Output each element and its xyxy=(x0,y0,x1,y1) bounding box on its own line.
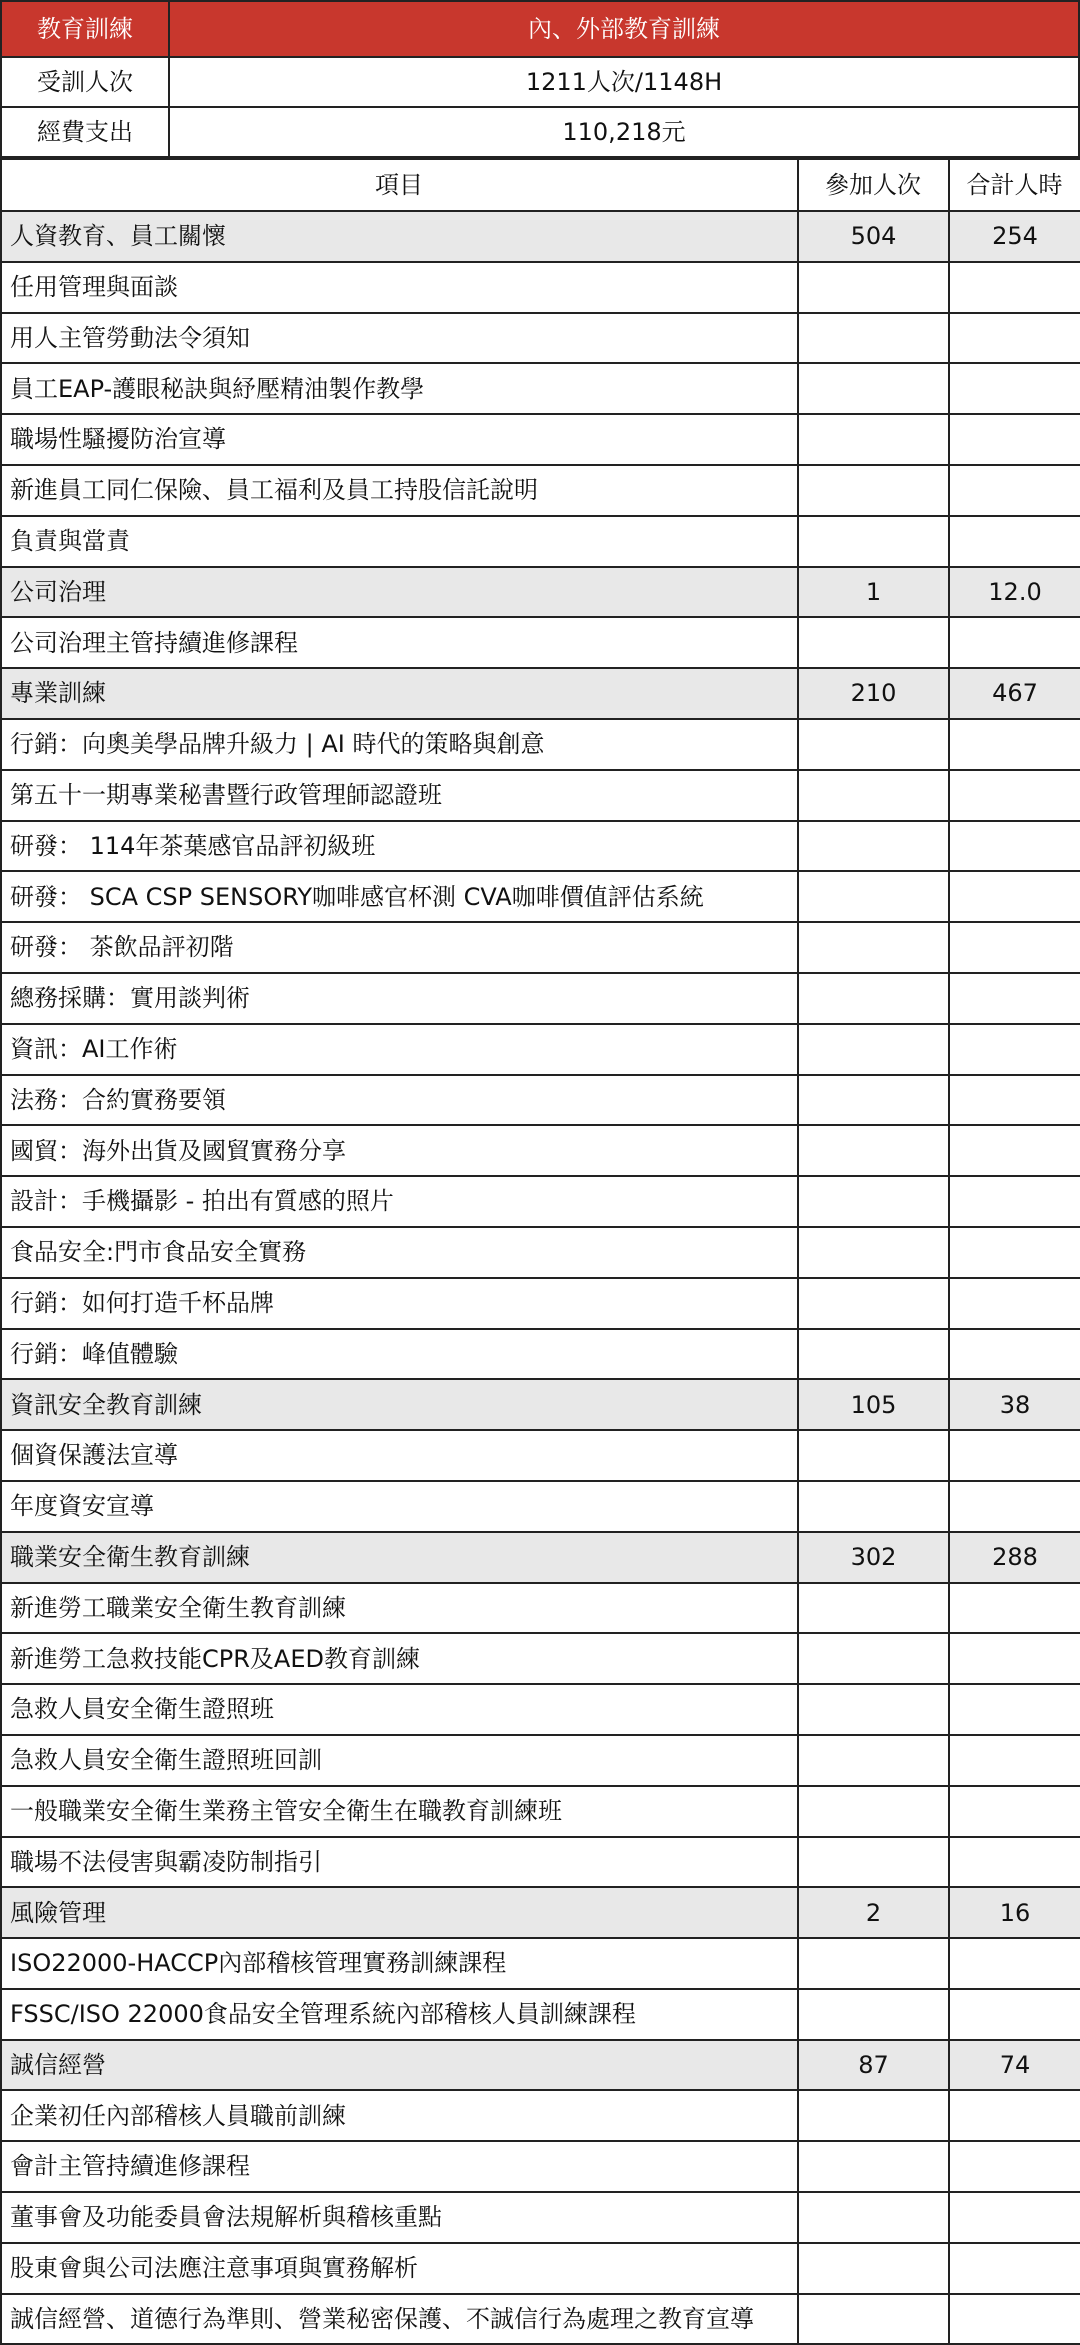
hours-cell xyxy=(949,2192,1080,2243)
category-name: 誠信經營 xyxy=(1,2040,798,2091)
hours-cell xyxy=(949,617,1080,668)
course-name: 職場不法侵害與霸凌防制指引 xyxy=(1,1837,798,1888)
hours-cell: 12.0 xyxy=(949,567,1080,618)
participants-cell: 105 xyxy=(798,1379,949,1430)
table-row xyxy=(1,1481,1080,1532)
hours-cell xyxy=(949,1735,1080,1786)
hours-cell xyxy=(949,1583,1080,1634)
hours-cell xyxy=(949,1430,1080,1481)
hours-cell xyxy=(949,414,1080,465)
course-name: 法務：合約實務要領 xyxy=(1,1075,798,1126)
course-name: 年度資安宣導 xyxy=(1,1481,798,1532)
hours-cell xyxy=(949,2294,1080,2345)
course-name: 用人主管勞動法令須知 xyxy=(1,313,798,364)
summary-header-row xyxy=(1,1,1079,57)
summary-row xyxy=(1,107,1079,157)
category-name: 公司治理 xyxy=(1,567,798,618)
category-name: 職業安全衛生教育訓練 xyxy=(1,1532,798,1583)
hours-cell xyxy=(949,262,1080,313)
course-name: 設計：手機攝影 - 拍出有質感的照片 xyxy=(1,1176,798,1227)
hours-cell xyxy=(949,2243,1080,2294)
summary-label-expense: 經費支出 xyxy=(1,107,169,157)
participants-cell xyxy=(798,1176,949,1227)
category-row xyxy=(1,567,1080,618)
participants-cell xyxy=(798,414,949,465)
category-row xyxy=(1,1532,1080,1583)
hours-cell xyxy=(949,821,1080,872)
table-row xyxy=(1,1125,1080,1176)
hours-cell: 254 xyxy=(949,211,1080,262)
participants-cell xyxy=(798,1125,949,1176)
hours-cell xyxy=(949,1633,1080,1684)
table-row xyxy=(1,1938,1080,1989)
course-name: 研發： 茶飲品評初階 xyxy=(1,922,798,973)
participants-cell xyxy=(798,1583,949,1634)
hours-cell xyxy=(949,1481,1080,1532)
table-row xyxy=(1,313,1080,364)
participants-cell xyxy=(798,1481,949,1532)
course-name: 行銷：如何打造千杯品牌 xyxy=(1,1278,798,1329)
table-row xyxy=(1,871,1080,922)
participants-cell: 302 xyxy=(798,1532,949,1583)
course-name: 公司治理主管持續進修課程 xyxy=(1,617,798,668)
hours-cell: 74 xyxy=(949,2040,1080,2091)
participants-cell: 1 xyxy=(798,567,949,618)
participants-cell xyxy=(798,1227,949,1278)
table-row xyxy=(1,414,1080,465)
category-name: 人資教育、員工關懷 xyxy=(1,211,798,262)
course-name: 研發： SCA CSP SENSORY咖啡感官杯測 CVA咖啡價值評估系統 xyxy=(1,871,798,922)
training-table xyxy=(0,158,1080,2345)
table-row xyxy=(1,2192,1080,2243)
course-name: 董事會及功能委員會法規解析與稽核重點 xyxy=(1,2192,798,2243)
participants-cell: 2 xyxy=(798,1887,949,1938)
participants-cell xyxy=(798,719,949,770)
table-row xyxy=(1,1176,1080,1227)
course-name: 一般職業安全衛生業務主管安全衛生在職教育訓練班 xyxy=(1,1786,798,1837)
table-header-row xyxy=(1,159,1080,211)
course-name: 行銷：向奧美學品牌升級力 | AI 時代的策略與創意 xyxy=(1,719,798,770)
course-name: 企業初任內部稽核人員職前訓練 xyxy=(1,2090,798,2141)
hours-cell xyxy=(949,1329,1080,1380)
course-name: 急救人員安全衛生證照班回訓 xyxy=(1,1735,798,1786)
participants-cell xyxy=(798,1938,949,1989)
course-name: ISO22000-HACCP內部稽核管理實務訓練課程 xyxy=(1,1938,798,1989)
hours-cell xyxy=(949,465,1080,516)
category-row xyxy=(1,211,1080,262)
participants-cell xyxy=(798,1329,949,1380)
table-row xyxy=(1,2294,1080,2345)
participants-cell xyxy=(798,1075,949,1126)
course-name: 新進勞工急救技能CPR及AED教育訓練 xyxy=(1,1633,798,1684)
participants-cell xyxy=(798,363,949,414)
course-name: 任用管理與面談 xyxy=(1,262,798,313)
participants-cell xyxy=(798,1278,949,1329)
table-row xyxy=(1,363,1080,414)
category-name: 資訊安全教育訓練 xyxy=(1,1379,798,1430)
category-row xyxy=(1,1887,1080,1938)
table-row xyxy=(1,1024,1080,1075)
table-row xyxy=(1,1227,1080,1278)
hours-cell xyxy=(949,2141,1080,2192)
table-row xyxy=(1,1684,1080,1735)
table-row xyxy=(1,465,1080,516)
participants-cell: 210 xyxy=(798,668,949,719)
table-row xyxy=(1,1735,1080,1786)
summary-label-trainees: 受訓人次 xyxy=(1,57,169,107)
participants-cell xyxy=(798,2243,949,2294)
hours-cell xyxy=(949,1989,1080,2040)
hours-cell xyxy=(949,871,1080,922)
course-name: 員工EAP-護眼秘訣與紓壓精油製作教學 xyxy=(1,363,798,414)
table-row xyxy=(1,1786,1080,1837)
table-row xyxy=(1,1278,1080,1329)
hours-cell: 16 xyxy=(949,1887,1080,1938)
hours-cell: 288 xyxy=(949,1532,1080,1583)
participants-cell xyxy=(798,770,949,821)
category-row xyxy=(1,1379,1080,1430)
hours-cell xyxy=(949,1837,1080,1888)
participants-cell xyxy=(798,2192,949,2243)
course-name: 新進員工同仁保險、員工福利及員工持股信託說明 xyxy=(1,465,798,516)
summary-header-value: 內、外部教育訓練 xyxy=(169,1,1079,57)
table-row xyxy=(1,2243,1080,2294)
course-name: 總務採購：實用談判術 xyxy=(1,973,798,1024)
hours-cell xyxy=(949,313,1080,364)
table-row xyxy=(1,1583,1080,1634)
table-row xyxy=(1,2090,1080,2141)
hours-cell xyxy=(949,770,1080,821)
participants-cell xyxy=(798,1989,949,2040)
summary-table xyxy=(0,0,1080,158)
category-row xyxy=(1,2040,1080,2091)
participants-cell xyxy=(798,617,949,668)
participants-cell xyxy=(798,516,949,567)
hours-cell xyxy=(949,1278,1080,1329)
course-name: 第五十一期專業秘書暨行政管理師認證班 xyxy=(1,770,798,821)
course-name: 國貿：海外出貨及國貿實務分享 xyxy=(1,1125,798,1176)
participants-cell xyxy=(798,1024,949,1075)
summary-row xyxy=(1,57,1079,107)
course-name: 研發： 114年茶葉感官品評初級班 xyxy=(1,821,798,872)
hours-cell xyxy=(949,1176,1080,1227)
hours-cell xyxy=(949,516,1080,567)
hours-cell xyxy=(949,363,1080,414)
course-name: 食品安全:門市食品安全實務 xyxy=(1,1227,798,1278)
table-row xyxy=(1,262,1080,313)
participants-cell xyxy=(798,922,949,973)
participants-cell xyxy=(798,262,949,313)
participants-cell xyxy=(798,465,949,516)
participants-cell xyxy=(798,1786,949,1837)
hours-cell xyxy=(949,1125,1080,1176)
table-row xyxy=(1,617,1080,668)
course-name: 會計主管持續進修課程 xyxy=(1,2141,798,2192)
hours-cell xyxy=(949,973,1080,1024)
hours-cell xyxy=(949,1684,1080,1735)
table-row xyxy=(1,516,1080,567)
participants-cell xyxy=(798,1684,949,1735)
table-row xyxy=(1,719,1080,770)
hours-cell xyxy=(949,1024,1080,1075)
participants-cell: 87 xyxy=(798,2040,949,2091)
participants-cell xyxy=(798,821,949,872)
participants-cell xyxy=(798,973,949,1024)
course-name: 誠信經營、道德行為準則、營業秘密保護、不誠信行為處理之教育宣導 xyxy=(1,2294,798,2345)
table-row xyxy=(1,922,1080,973)
participants-cell xyxy=(798,1837,949,1888)
course-name: 負責與當責 xyxy=(1,516,798,567)
hours-cell xyxy=(949,1938,1080,1989)
table-row xyxy=(1,973,1080,1024)
participants-cell xyxy=(798,2090,949,2141)
header-item: 項目 xyxy=(1,159,798,211)
category-name: 風險管理 xyxy=(1,1887,798,1938)
participants-cell xyxy=(798,871,949,922)
participants-cell xyxy=(798,1735,949,1786)
hours-cell xyxy=(949,719,1080,770)
course-name: 股東會與公司法應注意事項與實務解析 xyxy=(1,2243,798,2294)
course-name: 行銷：峰值體驗 xyxy=(1,1329,798,1380)
table-row xyxy=(1,821,1080,872)
header-participants: 參加人次 xyxy=(798,159,949,211)
hours-cell xyxy=(949,2090,1080,2141)
participants-cell xyxy=(798,2141,949,2192)
summary-value-trainees: 1211人次/1148H xyxy=(169,57,1079,107)
table-row xyxy=(1,1430,1080,1481)
table-row xyxy=(1,770,1080,821)
table-row xyxy=(1,2141,1080,2192)
participants-cell xyxy=(798,2294,949,2345)
category-row xyxy=(1,668,1080,719)
hours-cell: 467 xyxy=(949,668,1080,719)
category-name: 專業訓練 xyxy=(1,668,798,719)
hours-cell xyxy=(949,922,1080,973)
course-name: 職場性騷擾防治宣導 xyxy=(1,414,798,465)
hours-cell xyxy=(949,1786,1080,1837)
course-name: 急救人員安全衛生證照班 xyxy=(1,1684,798,1735)
table-row xyxy=(1,1837,1080,1888)
hours-cell xyxy=(949,1227,1080,1278)
summary-header-label: 教育訓練 xyxy=(1,1,169,57)
participants-cell xyxy=(798,313,949,364)
hours-cell xyxy=(949,1075,1080,1126)
table-row xyxy=(1,1075,1080,1126)
table-row xyxy=(1,1989,1080,2040)
participants-cell xyxy=(798,1430,949,1481)
course-name: 新進勞工職業安全衛生教育訓練 xyxy=(1,1583,798,1634)
participants-cell xyxy=(798,1633,949,1684)
course-name: FSSC/ISO 22000食品安全管理系統內部稽核人員訓練課程 xyxy=(1,1989,798,2040)
header-hours: 合計人時 xyxy=(949,159,1080,211)
summary-value-expense: 110,218元 xyxy=(169,107,1079,157)
hours-cell: 38 xyxy=(949,1379,1080,1430)
course-name: 資訊：AI工作術 xyxy=(1,1024,798,1075)
course-name: 個資保護法宣導 xyxy=(1,1430,798,1481)
table-row xyxy=(1,1633,1080,1684)
participants-cell: 504 xyxy=(798,211,949,262)
table-row xyxy=(1,1329,1080,1380)
